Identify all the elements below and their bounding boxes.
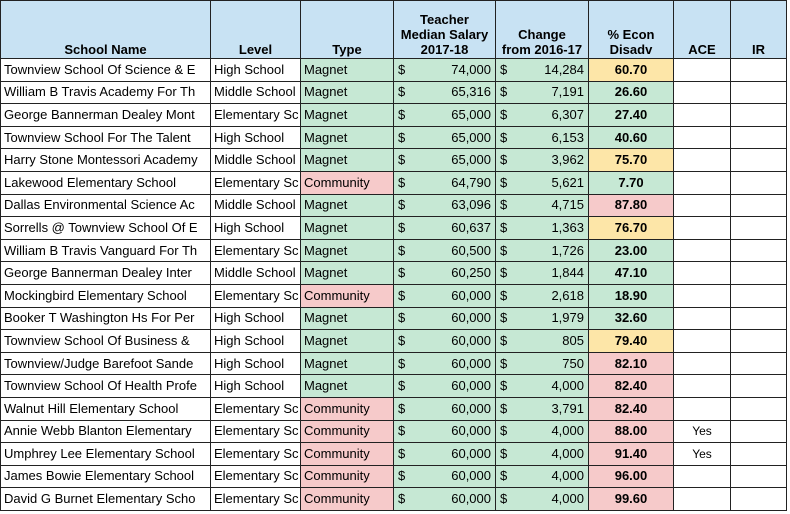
cell-salary[interactable] (394, 217, 496, 240)
cell-school-name[interactable]: Umphrey Lee Elementary School (1, 443, 211, 466)
cell-change[interactable] (496, 375, 589, 398)
cell-ace[interactable] (674, 352, 731, 375)
cell-level[interactable]: High School (211, 126, 301, 149)
currency-symbol: $ (500, 491, 508, 507)
cell-salary[interactable] (394, 443, 496, 466)
cell-ir[interactable] (731, 284, 787, 307)
cell-type[interactable]: Magnet (301, 375, 394, 398)
currency-symbol: $ (500, 400, 508, 416)
cell-school-name[interactable]: George Bannerman Dealey Mont (1, 104, 211, 127)
cell-econ-disadv[interactable]: 40.60 (589, 126, 674, 149)
currency-symbol: $ (398, 400, 406, 416)
cell-type[interactable]: Magnet (301, 217, 394, 240)
cell-change[interactable] (496, 217, 589, 240)
currency-symbol: $ (398, 445, 406, 461)
header-type[interactable]: Type (301, 1, 394, 59)
cell-level[interactable]: High School (211, 330, 301, 353)
currency-symbol: $ (398, 106, 406, 122)
header-level[interactable]: Level (211, 1, 301, 59)
currency-symbol: $ (500, 468, 508, 484)
cell-change[interactable] (496, 307, 589, 330)
cell-ir[interactable] (731, 397, 787, 420)
currency-symbol: $ (398, 152, 406, 168)
cell-econ-disadv[interactable]: 82.40 (589, 397, 674, 420)
cell-school-name[interactable]: Townview School Of Science & E (1, 59, 211, 82)
header-change[interactable]: Change from 2016-17 (496, 1, 589, 59)
cell-change[interactable] (496, 465, 589, 488)
cell-salary[interactable] (394, 375, 496, 398)
cell-econ-disadv[interactable]: 26.60 (589, 81, 674, 104)
cell-econ-disadv[interactable]: 87.80 (589, 194, 674, 217)
cell-ace[interactable] (674, 488, 731, 511)
cell-level[interactable]: Middle School (211, 194, 301, 217)
cell-type[interactable]: Magnet (301, 330, 394, 353)
currency-symbol: $ (398, 265, 406, 281)
currency-symbol: $ (500, 61, 508, 77)
cell-school-name[interactable]: George Bannerman Dealey Inter (1, 262, 211, 285)
cell-school-name[interactable]: Townview School Of Business & (1, 330, 211, 353)
cell-change[interactable] (496, 488, 589, 511)
table-row (1, 171, 787, 194)
cell-ace[interactable] (674, 104, 731, 127)
currency-symbol: $ (500, 423, 508, 439)
cell-ace[interactable] (674, 126, 731, 149)
change-value: 7,191 (551, 84, 584, 100)
change-value: 4,000 (551, 378, 584, 394)
salary-value: 74,000 (451, 61, 491, 77)
cell-level[interactable]: Elementary Sc (211, 284, 301, 307)
change-value: 4,000 (551, 445, 584, 461)
cell-ace[interactable] (674, 284, 731, 307)
cell-econ-disadv[interactable]: 32.60 (589, 307, 674, 330)
table-row (1, 239, 787, 262)
cell-school-name[interactable]: Sorrells @ Townview School Of E (1, 217, 211, 240)
cell-change[interactable] (496, 126, 589, 149)
cell-ir[interactable] (731, 194, 787, 217)
cell-salary[interactable] (394, 352, 496, 375)
salary-value: 60,000 (451, 445, 491, 461)
cell-salary[interactable] (394, 126, 496, 149)
cell-type[interactable]: Magnet (301, 239, 394, 262)
header-school-name[interactable]: School Name (1, 1, 211, 59)
cell-ir[interactable] (731, 465, 787, 488)
table-row (1, 284, 787, 307)
change-value: 4,000 (551, 468, 584, 484)
cell-salary[interactable] (394, 262, 496, 285)
currency-symbol: $ (398, 174, 406, 190)
cell-ace[interactable] (674, 375, 731, 398)
cell-school-name[interactable]: David G Burnet Elementary Scho (1, 488, 211, 511)
cell-level[interactable]: Elementary Sc (211, 465, 301, 488)
table-row (1, 352, 787, 375)
cell-econ-disadv[interactable]: 75.70 (589, 149, 674, 172)
salary-value: 65,000 (451, 129, 491, 145)
change-value: 6,153 (551, 129, 584, 145)
cell-ace[interactable] (674, 59, 731, 82)
cell-ir[interactable] (731, 330, 787, 353)
cell-ir[interactable] (731, 126, 787, 149)
table-row (1, 126, 787, 149)
change-value: 4,000 (551, 491, 584, 507)
cell-salary[interactable] (394, 149, 496, 172)
cell-level[interactable]: Elementary Sc (211, 420, 301, 443)
cell-ace[interactable] (674, 171, 731, 194)
change-value: 805 (562, 332, 584, 348)
cell-school-name[interactable]: Booker T Washington Hs For Per (1, 307, 211, 330)
cell-ir[interactable] (731, 352, 787, 375)
currency-symbol: $ (398, 242, 406, 258)
cell-type[interactable]: Magnet (301, 81, 394, 104)
cell-change[interactable] (496, 194, 589, 217)
cell-salary[interactable] (394, 171, 496, 194)
salary-value: 60,500 (451, 242, 491, 258)
cell-ir[interactable] (731, 443, 787, 466)
cell-school-name[interactable]: Harry Stone Montessori Academy (1, 149, 211, 172)
cell-change[interactable] (496, 171, 589, 194)
cell-ir[interactable] (731, 171, 787, 194)
cell-change[interactable] (496, 59, 589, 82)
cell-ir[interactable] (731, 239, 787, 262)
currency-symbol: $ (500, 355, 508, 371)
cell-level[interactable]: Middle School (211, 149, 301, 172)
header-ir[interactable]: IR (731, 1, 787, 59)
cell-salary[interactable] (394, 104, 496, 127)
cell-change[interactable] (496, 284, 589, 307)
cell-econ-disadv[interactable]: 91.40 (589, 443, 674, 466)
table-row (1, 217, 787, 240)
currency-symbol: $ (500, 106, 508, 122)
cell-ace[interactable] (674, 465, 731, 488)
change-value: 5,621 (551, 174, 584, 190)
change-value: 2,618 (551, 287, 584, 303)
currency-symbol: $ (500, 378, 508, 394)
currency-symbol: $ (500, 287, 508, 303)
cell-type[interactable]: Community (301, 171, 394, 194)
cell-ace[interactable] (674, 262, 731, 285)
cell-ir[interactable] (731, 59, 787, 82)
cell-econ-disadv[interactable]: 23.00 (589, 239, 674, 262)
currency-symbol: $ (398, 332, 406, 348)
cell-school-name[interactable]: James Bowie Elementary School (1, 465, 211, 488)
cell-econ-disadv[interactable]: 82.40 (589, 375, 674, 398)
change-value: 6,307 (551, 106, 584, 122)
currency-symbol: $ (500, 310, 508, 326)
table-row (1, 307, 787, 330)
currency-symbol: $ (500, 445, 508, 461)
salary-value: 65,316 (451, 84, 491, 100)
cell-econ-disadv[interactable]: 27.40 (589, 104, 674, 127)
salary-value: 60,000 (451, 423, 491, 439)
cell-type[interactable]: Magnet (301, 149, 394, 172)
cell-ace[interactable]: Yes (674, 420, 731, 443)
table-row (1, 488, 787, 511)
cell-school-name[interactable]: Townview School Of Health Profe (1, 375, 211, 398)
currency-symbol: $ (398, 219, 406, 235)
cell-salary[interactable] (394, 397, 496, 420)
cell-change[interactable] (496, 443, 589, 466)
cell-type[interactable]: Magnet (301, 194, 394, 217)
currency-symbol: $ (500, 219, 508, 235)
salary-value: 60,000 (451, 400, 491, 416)
cell-change[interactable] (496, 104, 589, 127)
salary-value: 60,000 (451, 287, 491, 303)
currency-symbol: $ (500, 174, 508, 190)
currency-symbol: $ (398, 287, 406, 303)
currency-symbol: $ (398, 61, 406, 77)
cell-econ-disadv[interactable]: 82.10 (589, 352, 674, 375)
cell-change[interactable] (496, 420, 589, 443)
cell-econ-disadv[interactable]: 88.00 (589, 420, 674, 443)
salary-value: 63,096 (451, 197, 491, 213)
cell-salary[interactable] (394, 59, 496, 82)
currency-symbol: $ (398, 129, 406, 145)
cell-level[interactable]: Middle School (211, 262, 301, 285)
salary-value: 60,250 (451, 265, 491, 281)
cell-type[interactable]: Magnet (301, 352, 394, 375)
cell-type[interactable]: Magnet (301, 307, 394, 330)
currency-symbol: $ (500, 242, 508, 258)
cell-change[interactable] (496, 352, 589, 375)
salary-value: 60,000 (451, 332, 491, 348)
change-value: 1,726 (551, 242, 584, 258)
cell-ace[interactable] (674, 217, 731, 240)
cell-change[interactable] (496, 262, 589, 285)
cell-ace[interactable] (674, 194, 731, 217)
cell-school-name[interactable]: Annie Webb Blanton Elementary (1, 420, 211, 443)
cell-type[interactable]: Magnet (301, 104, 394, 127)
cell-school-name[interactable]: Lakewood Elementary School (1, 171, 211, 194)
salary-value: 60,000 (451, 378, 491, 394)
table-row (1, 397, 787, 420)
table-row (1, 465, 787, 488)
cell-change[interactable] (496, 149, 589, 172)
cell-change[interactable] (496, 397, 589, 420)
header-row (1, 1, 787, 59)
cell-type[interactable]: Community (301, 420, 394, 443)
cell-school-name[interactable]: Mockingbird Elementary School (1, 284, 211, 307)
cell-econ-disadv[interactable]: 60.70 (589, 59, 674, 82)
table-row (1, 104, 787, 127)
change-value: 1,979 (551, 310, 584, 326)
cell-ir[interactable] (731, 81, 787, 104)
cell-level[interactable]: High School (211, 352, 301, 375)
cell-change[interactable] (496, 81, 589, 104)
cell-ir[interactable] (731, 307, 787, 330)
cell-school-name[interactable]: William B Travis Vanguard For Th (1, 239, 211, 262)
table-row (1, 375, 787, 398)
currency-symbol: $ (398, 378, 406, 394)
cell-level[interactable]: Middle School (211, 81, 301, 104)
cell-salary[interactable] (394, 239, 496, 262)
table-row (1, 194, 787, 217)
cell-type[interactable]: Community (301, 284, 394, 307)
change-value: 1,844 (551, 265, 584, 281)
change-value: 750 (562, 355, 584, 371)
table-row (1, 330, 787, 353)
cell-type[interactable]: Magnet (301, 59, 394, 82)
cell-ir[interactable] (731, 104, 787, 127)
cell-type[interactable]: Magnet (301, 262, 394, 285)
cell-level[interactable]: Elementary Sc (211, 488, 301, 511)
currency-symbol: $ (398, 423, 406, 439)
currency-symbol: $ (398, 197, 406, 213)
table-row (1, 59, 787, 82)
salary-value: 60,000 (451, 491, 491, 507)
cell-ace[interactable] (674, 330, 731, 353)
cell-ace[interactable] (674, 81, 731, 104)
cell-ace[interactable] (674, 149, 731, 172)
cell-ace[interactable] (674, 307, 731, 330)
change-value: 14,284 (544, 61, 584, 77)
change-value: 3,962 (551, 152, 584, 168)
header-salary[interactable]: Teacher Median Salary 2017-18 (394, 1, 496, 59)
cell-type[interactable]: Community (301, 465, 394, 488)
table-body (1, 59, 787, 511)
salary-value: 60,637 (451, 219, 491, 235)
cell-salary[interactable] (394, 420, 496, 443)
cell-ir[interactable] (731, 217, 787, 240)
table-row (1, 81, 787, 104)
cell-ir[interactable] (731, 149, 787, 172)
cell-salary[interactable] (394, 488, 496, 511)
cell-econ-disadv[interactable]: 47.10 (589, 262, 674, 285)
cell-type[interactable]: Community (301, 488, 394, 511)
cell-salary[interactable] (394, 81, 496, 104)
cell-salary[interactable] (394, 194, 496, 217)
currency-symbol: $ (398, 468, 406, 484)
currency-symbol: $ (398, 355, 406, 371)
currency-symbol: $ (500, 332, 508, 348)
change-value: 3,791 (551, 400, 584, 416)
cell-econ-disadv[interactable]: 76.70 (589, 217, 674, 240)
cell-school-name[interactable]: Dallas Environmental Science Ac (1, 194, 211, 217)
cell-econ-disadv[interactable]: 18.90 (589, 284, 674, 307)
currency-symbol: $ (398, 84, 406, 100)
currency-symbol: $ (500, 129, 508, 145)
cell-change[interactable] (496, 239, 589, 262)
cell-change[interactable] (496, 330, 589, 353)
cell-econ-disadv[interactable]: 7.70 (589, 171, 674, 194)
change-value: 1,363 (551, 219, 584, 235)
cell-type[interactable]: Magnet (301, 126, 394, 149)
salary-value: 60,000 (451, 468, 491, 484)
table-row (1, 443, 787, 466)
cell-salary[interactable] (394, 284, 496, 307)
cell-econ-disadv[interactable]: 99.60 (589, 488, 674, 511)
table-row (1, 149, 787, 172)
cell-ace[interactable] (674, 397, 731, 420)
currency-symbol: $ (500, 197, 508, 213)
salary-value: 60,000 (451, 355, 491, 371)
cell-type[interactable]: Community (301, 397, 394, 420)
currency-symbol: $ (500, 84, 508, 100)
currency-symbol: $ (500, 265, 508, 281)
cell-school-name[interactable]: Townview/Judge Barefoot Sande (1, 352, 211, 375)
header-ace[interactable]: ACE (674, 1, 731, 59)
salary-value: 60,000 (451, 310, 491, 326)
cell-salary[interactable] (394, 307, 496, 330)
currency-symbol: $ (398, 310, 406, 326)
cell-level[interactable]: Elementary Sc (211, 443, 301, 466)
cell-ir[interactable] (731, 262, 787, 285)
cell-level[interactable]: Elementary Sc (211, 397, 301, 420)
cell-school-name[interactable]: William B Travis Academy For Th (1, 81, 211, 104)
table-row (1, 420, 787, 443)
currency-symbol: $ (500, 152, 508, 168)
cell-level[interactable]: High School (211, 307, 301, 330)
cell-school-name[interactable]: Walnut Hill Elementary School (1, 397, 211, 420)
cell-level[interactable]: High School (211, 375, 301, 398)
salary-value: 64,790 (451, 174, 491, 190)
cell-econ-disadv[interactable]: 79.40 (589, 330, 674, 353)
cell-salary[interactable] (394, 330, 496, 353)
cell-level[interactable]: Elementary Sc (211, 239, 301, 262)
cell-econ-disadv[interactable]: 96.00 (589, 465, 674, 488)
cell-ace[interactable] (674, 239, 731, 262)
cell-level[interactable]: Elementary Sc (211, 171, 301, 194)
cell-ir[interactable] (731, 375, 787, 398)
cell-salary[interactable] (394, 465, 496, 488)
change-value: 4,715 (551, 197, 584, 213)
cell-type[interactable]: Community (301, 443, 394, 466)
salary-value: 65,000 (451, 152, 491, 168)
salary-value: 65,000 (451, 106, 491, 122)
change-value: 4,000 (551, 423, 584, 439)
cell-ace[interactable]: Yes (674, 443, 731, 466)
cell-level[interactable]: High School (211, 59, 301, 82)
cell-ir[interactable] (731, 488, 787, 511)
cell-school-name[interactable]: Townview School For The Talent (1, 126, 211, 149)
table-row (1, 262, 787, 285)
cell-level[interactable]: Elementary Sc (211, 104, 301, 127)
cell-level[interactable]: High School (211, 217, 301, 240)
currency-symbol: $ (398, 491, 406, 507)
header-econ-disadv[interactable]: % Econ Disadv (589, 1, 674, 59)
cell-ir[interactable] (731, 420, 787, 443)
